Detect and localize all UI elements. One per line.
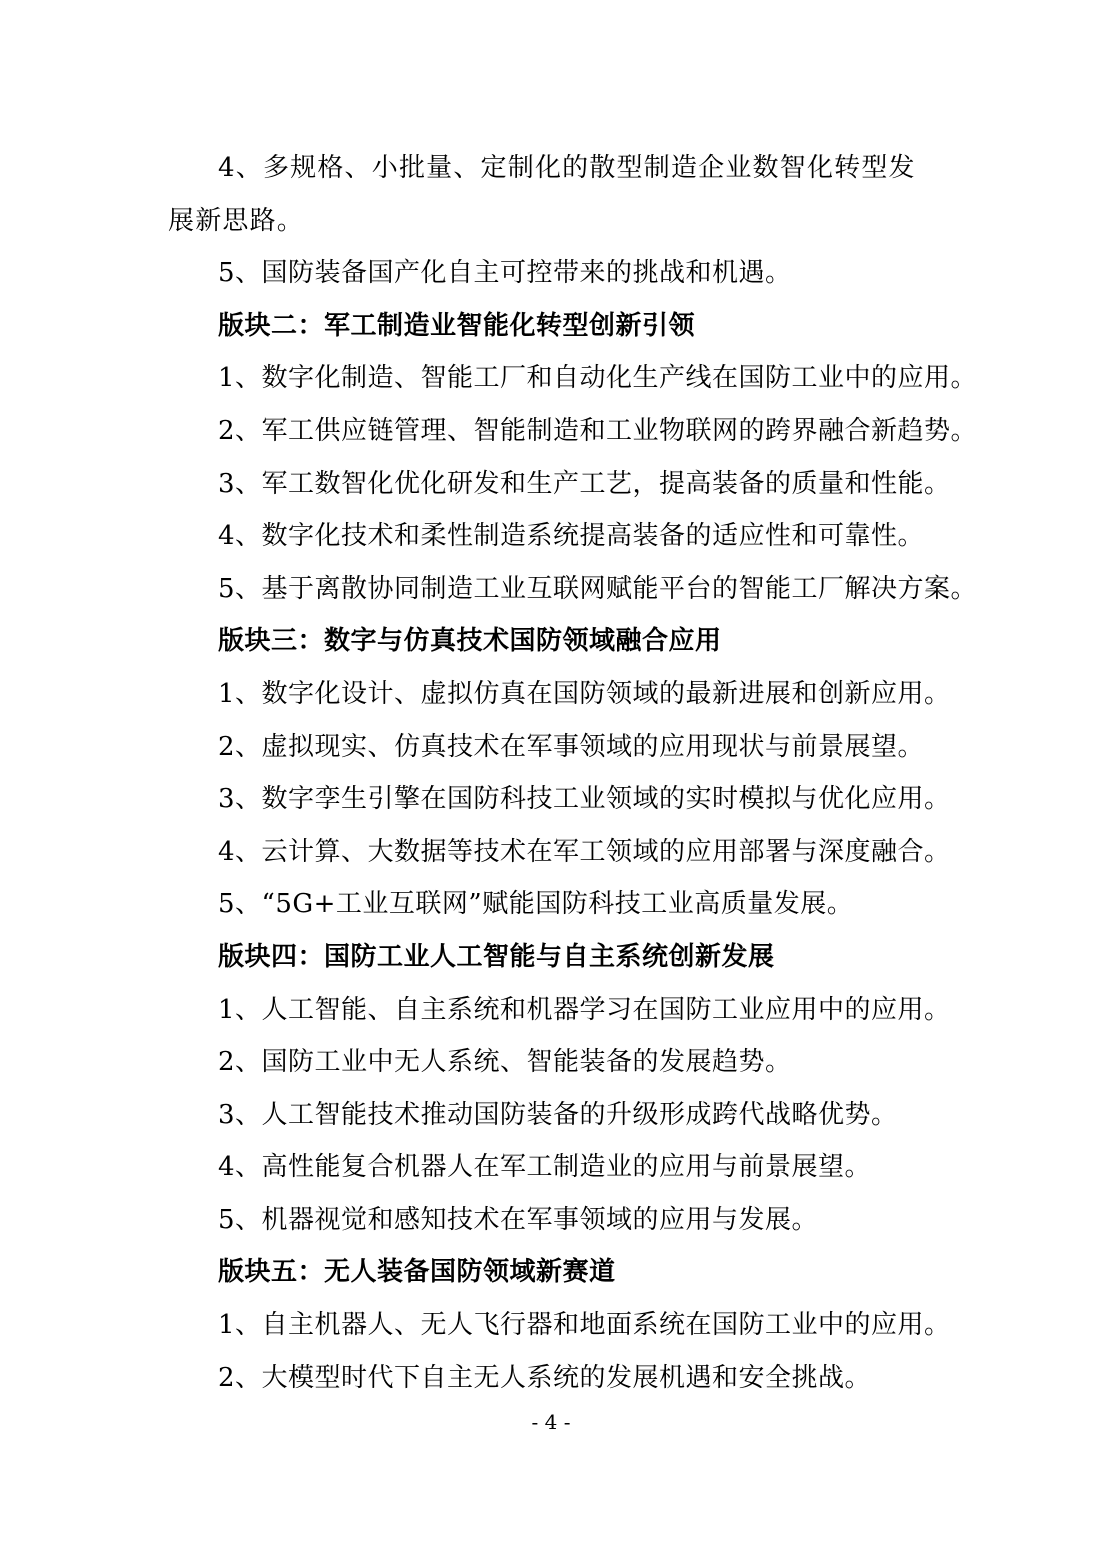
list-item: 1、数字化制造、智能工厂和自动化生产线在国防工业中的应用。	[218, 363, 978, 394]
list-item: 5、国防装备国产化自主可控带来的挑战和机遇。	[218, 258, 792, 289]
section-heading: 版块二：军工制造业智能化转型创新引领	[218, 310, 696, 341]
document-body	[168, 142, 978, 1404]
list-item: 4、数字化技术和柔性制造系统提高装备的适应性和可靠性。	[218, 521, 925, 552]
list-item: 3、数字孪生引擎在国防科技工业领域的实时模拟与优化应用。	[218, 784, 951, 815]
list-item: 3、人工智能技术推动国防装备的升级形成跨代战略优势。	[218, 1099, 898, 1130]
list-item: 5、基于离散协同制造工业互联网赋能平台的智能工厂解决方案。	[218, 573, 978, 604]
page-number: - 4 -	[531, 1410, 571, 1434]
list-item: 4、多规格、小批量、定制化的散型制造企业数智化转型发展新思路。	[168, 153, 916, 236]
list-item: 2、虚拟现实、仿真技术在军事领域的应用现状与前景展望。	[218, 731, 925, 762]
list-item: 4、云计算、大数据等技术在军工领域的应用部署与深度融合。	[218, 836, 951, 867]
section-heading: 版块四：国防工业人工智能与自主系统创新发展	[218, 941, 775, 972]
section-heading: 版块五：无人装备国防领域新赛道	[218, 1257, 616, 1288]
list-item: 1、数字化设计、虚拟仿真在国防领域的最新进展和创新应用。	[218, 678, 951, 709]
list-item: 3、军工数智化优化研发和生产工艺，提高装备的质量和性能。	[218, 468, 951, 499]
list-item: 1、自主机器人、无人飞行器和地面系统在国防工业中的应用。	[218, 1310, 951, 1341]
list-item: 2、国防工业中无人系统、智能装备的发展趋势。	[218, 1047, 792, 1078]
list-item: 5、机器视觉和感知技术在军事领域的应用与发展。	[218, 1204, 819, 1235]
list-item: 4、高性能复合机器人在军工制造业的应用与前景展望。	[218, 1152, 872, 1183]
list-item: 1、人工智能、自主系统和机器学习在国防工业应用中的应用。	[218, 994, 951, 1025]
list-item: 5、“5G+工业互联网”赋能国防科技工业高质量发展。	[218, 889, 854, 920]
list-item: 2、大模型时代下自主无人系统的发展机遇和安全挑战。	[218, 1362, 872, 1393]
section-heading: 版块三：数字与仿真技术国防领域融合应用	[218, 626, 722, 657]
list-item: 2、军工供应链管理、智能制造和工业物联网的跨界融合新趋势。	[218, 415, 978, 446]
